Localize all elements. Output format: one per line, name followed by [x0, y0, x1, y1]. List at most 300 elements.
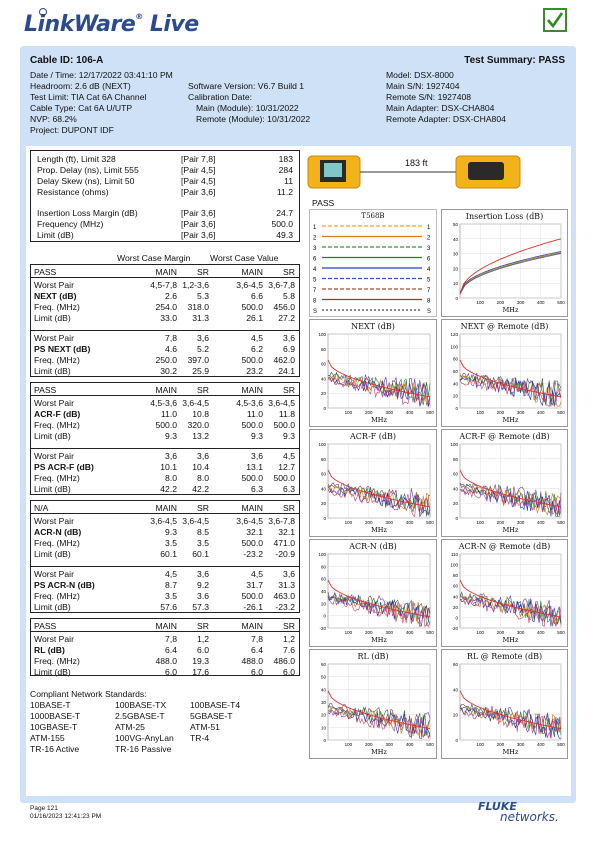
- table-status: PASS: [34, 385, 57, 395]
- table-cell: 7,8: [165, 333, 177, 343]
- table-cell: 9.2: [197, 580, 209, 590]
- table-cell: 4.6: [165, 344, 177, 354]
- y-tick-label: 20: [320, 391, 326, 397]
- y-tick-label: 0: [455, 516, 458, 521]
- row-label: Worst Pair: [34, 333, 74, 343]
- column-header: SR: [283, 267, 295, 277]
- table-status: PASS: [34, 621, 57, 631]
- table-cell: 488.0: [155, 656, 177, 666]
- pin-label-right: 1: [427, 225, 431, 231]
- chart-svg: [310, 320, 436, 426]
- summary-box: [30, 150, 300, 242]
- y-tick-label: 0: [323, 613, 326, 619]
- chart-title: ACR-N (dB): [349, 542, 397, 551]
- x-tick-label: 100: [344, 630, 353, 635]
- main-device-display: [324, 163, 342, 177]
- table-cell: 60.1: [160, 549, 177, 559]
- table-cell: 500.0: [241, 302, 263, 312]
- cable-length: 183 ft: [402, 158, 431, 168]
- table-cell: 6.4: [251, 645, 263, 655]
- table-cell: 3,6-7,8: [268, 280, 295, 290]
- block-divider: [31, 566, 299, 567]
- summary-pair: [Pair 3,6]: [181, 230, 216, 240]
- chart-title: Insertion Loss (dB): [465, 212, 544, 221]
- standard-item: 2.5GBASE-T: [115, 711, 165, 721]
- table-cell: 11.8: [278, 409, 295, 419]
- y-tick-label: 110: [450, 552, 458, 557]
- x-tick-label: 400: [537, 410, 545, 415]
- y-tick-label: 0: [455, 406, 458, 411]
- table-divider: [31, 631, 299, 632]
- table-cell: 13.1: [246, 462, 263, 472]
- standards-title: Compliant Network Standards:: [30, 689, 147, 699]
- table-cell: 32.1: [278, 527, 295, 537]
- row-label: PS ACR-F (dB): [34, 462, 94, 472]
- pin-label-right: 7: [427, 288, 431, 294]
- table-cell: 3,6-4,5: [236, 516, 263, 526]
- table-cell: 3,6-4,5: [150, 516, 177, 526]
- table-cell: 254.0: [155, 302, 177, 312]
- summary-value: 11.2: [276, 187, 293, 197]
- chart-svg: [310, 430, 436, 536]
- table-cell: 3.5: [197, 538, 209, 548]
- pin-label-left: 3: [313, 246, 317, 252]
- row-label: Freq. (MHz): [34, 591, 80, 601]
- y-tick-label: 40: [452, 381, 458, 387]
- table-cell: 10.8: [192, 409, 209, 419]
- remote-adapter: Remote Adapter: DSX-CHA804: [386, 114, 506, 124]
- y-tick-label: 40: [452, 594, 458, 600]
- row-label: Worst Pair: [34, 569, 74, 579]
- x-tick-label: 100: [344, 742, 353, 747]
- table-cell: 12.7: [278, 462, 295, 472]
- y-tick-label: 0: [323, 516, 326, 521]
- y-tick-label: 40: [452, 236, 458, 242]
- remote-device-face: [468, 162, 504, 180]
- table-cell: 3,6: [165, 451, 177, 461]
- x-tick-label: 500: [557, 300, 565, 305]
- standard-item: 100BASE-T4: [190, 700, 241, 710]
- y-tick-label: 0: [323, 738, 326, 743]
- table-status: PASS: [34, 267, 57, 277]
- table-cell: 5.8: [283, 291, 295, 301]
- nvp: NVP: 68.2%: [30, 114, 77, 124]
- table-divider: [31, 395, 299, 396]
- row-label: Freq. (MHz): [34, 473, 80, 483]
- table-cell: 27.2: [278, 313, 295, 323]
- standard-item: TR-4: [190, 733, 210, 743]
- chart-title: RL @ Remote (dB): [466, 652, 543, 661]
- measurement-chart: [441, 649, 568, 759]
- y-tick-label: 60: [452, 471, 458, 477]
- standard-item: TR-16 Passive: [115, 744, 172, 754]
- x-axis-label: MHz: [502, 306, 519, 314]
- y-tick-label: 60: [452, 369, 458, 374]
- pass-check-icon: [543, 8, 567, 32]
- table-cell: 6.0: [197, 645, 209, 655]
- table-cell: 9.3: [283, 431, 295, 441]
- x-tick-label: 300: [516, 520, 525, 525]
- table-cell: 4,5: [283, 451, 295, 461]
- table-cell: 25.9: [192, 366, 209, 376]
- table-cell: 60.1: [192, 549, 209, 559]
- table-cell: 318.0: [187, 302, 209, 312]
- table-cell: 42.2: [160, 484, 177, 494]
- column-header: MAIN: [155, 621, 177, 631]
- table-cell: 4,5: [251, 569, 263, 579]
- column-header: MAIN: [241, 503, 263, 513]
- y-tick-label: 20: [320, 501, 326, 507]
- y-tick-label: 60: [320, 471, 326, 477]
- y-tick-label: 50: [452, 222, 458, 227]
- table-cell: 6.3: [283, 484, 295, 494]
- software-version: Software Version: V6.7 Build 1: [188, 81, 305, 91]
- table-cell: 11.0: [160, 409, 177, 419]
- table-cell: 2.6: [165, 291, 177, 301]
- table-cell: 6.9: [283, 344, 295, 354]
- table-cell: 6.3: [251, 484, 263, 494]
- x-tick-label: 300: [385, 410, 393, 415]
- table-cell: 13.2: [192, 431, 209, 441]
- table-cell: 33.0: [160, 313, 177, 323]
- table-cell: 57.6: [160, 602, 177, 612]
- table-cell: 488.0: [241, 656, 263, 666]
- pin-label-left: S: [313, 309, 318, 315]
- table-cell: 6.0: [283, 667, 295, 677]
- table-cell: 500.0: [241, 355, 263, 365]
- x-axis-label: MHz: [502, 416, 519, 424]
- y-tick-label: 20: [320, 601, 326, 607]
- pin-label-right: 4: [427, 267, 431, 273]
- y-tick-label: 80: [452, 456, 458, 462]
- table-cell: 500.0: [241, 591, 263, 601]
- summary-pair: [Pair 4,5]: [181, 176, 216, 186]
- row-label: NEXT (dB): [34, 291, 77, 301]
- table-cell: 3,6: [197, 333, 209, 343]
- wifi-dot-icon: [39, 8, 47, 16]
- table-cell: 31.3: [278, 580, 295, 590]
- y-tick-label: 60: [452, 662, 458, 667]
- x-axis-label: MHz: [502, 748, 519, 756]
- chart-title: NEXT (dB): [351, 322, 395, 331]
- chart-svg: [310, 650, 436, 758]
- y-tick-label: 0: [455, 615, 458, 621]
- table-cell: 1,2: [197, 634, 209, 644]
- y-tick-label: 20: [452, 393, 458, 399]
- cable-type: Cable Type: Cat 6A U/UTP: [30, 103, 133, 113]
- x-tick-label: 200: [365, 630, 373, 635]
- date-time: Date / Time: 12/17/2022 03:41:10 PM: [30, 70, 173, 80]
- measurement-chart: [309, 649, 437, 759]
- row-label: Limit (dB): [34, 313, 71, 323]
- test-limit: Test Limit: TIA Cat 6A Channel: [30, 92, 147, 102]
- table-cell: 456.0: [273, 302, 295, 312]
- y-tick-label: 80: [452, 356, 458, 362]
- row-label: RL (dB): [34, 645, 65, 655]
- table-cell: 4,5: [165, 569, 177, 579]
- chart-title: ACR-N @ Remote (dB): [458, 542, 551, 551]
- x-axis-label: MHz: [502, 526, 519, 534]
- summary-label: Delay Skew (ns), Limit 50: [37, 176, 135, 186]
- table-cell: 3,6: [283, 569, 295, 579]
- table-cell: 9.3: [165, 527, 177, 537]
- table-cell: 9.3: [251, 431, 263, 441]
- y-tick-label: 40: [320, 687, 326, 693]
- x-tick-label: 400: [537, 742, 545, 747]
- row-label: Worst Pair: [34, 634, 74, 644]
- y-tick-label: 40: [320, 486, 326, 492]
- standard-item: 10GBASE-T: [30, 722, 78, 732]
- pin-label-right: S: [427, 309, 432, 315]
- chart-svg: [442, 430, 567, 536]
- table-cell: 23.2: [246, 366, 263, 376]
- x-tick-label: 100: [476, 410, 484, 415]
- y-tick-label: 120: [450, 332, 458, 337]
- row-label: Limit (dB): [34, 431, 71, 441]
- pin-label-right: 5: [427, 277, 431, 284]
- pin-label-right: 8: [427, 298, 431, 305]
- x-tick-label: 200: [365, 410, 373, 415]
- table-cell: 30.2: [160, 366, 177, 376]
- x-tick-label: 300: [385, 520, 393, 525]
- x-axis-label: MHz: [502, 636, 519, 644]
- x-tick-label: 100: [476, 630, 484, 635]
- standard-item: ATM-51: [190, 722, 220, 732]
- y-tick-label: 60: [320, 361, 326, 367]
- pin-label-right: 6: [427, 256, 431, 263]
- table-cell: 31.7: [246, 580, 263, 590]
- y-tick-label: 10: [452, 281, 458, 287]
- y-tick-label: 30: [320, 700, 326, 705]
- print-date: 01/16/2023 12:41:23 PM: [30, 813, 102, 820]
- x-tick-label: 300: [516, 742, 525, 747]
- table-cell: 32.1: [246, 527, 263, 537]
- table-divider: [31, 277, 299, 278]
- table-cell: -23.2: [275, 602, 295, 612]
- linkware-logo: LinkWare® Live: [24, 12, 199, 37]
- measurement-chart: [441, 209, 568, 317]
- table-cell: 31.3: [192, 313, 209, 323]
- column-header: SR: [197, 267, 209, 277]
- x-tick-label: 300: [516, 410, 525, 415]
- table-cell: 3.5: [165, 591, 177, 601]
- table-cell: 397.0: [187, 355, 209, 365]
- standard-item: 10BASE-T: [30, 700, 71, 710]
- table-cell: 7.6: [283, 645, 295, 655]
- summary-label: Resistance (ohms): [37, 187, 109, 197]
- column-header: SR: [197, 621, 209, 631]
- measurement-chart: [441, 539, 568, 647]
- main-module: Main (Module): 10/31/2022: [196, 103, 299, 113]
- trace-line: [460, 254, 561, 295]
- table-divider: [31, 513, 299, 514]
- device-diagram: [306, 152, 568, 192]
- x-tick-label: 300: [516, 300, 525, 305]
- pin-label-left: 8: [313, 298, 317, 305]
- y-tick-label: 40: [320, 376, 326, 382]
- main-sn: Main S/N: 1927404: [386, 81, 460, 91]
- summary-pair: [Pair 3,6]: [181, 219, 216, 229]
- y-tick-label: 60: [320, 662, 326, 667]
- row-label: ACR-F (dB): [34, 409, 81, 419]
- table-cell: 8.7: [165, 580, 177, 590]
- table-cell: 4,5: [251, 333, 263, 343]
- y-tick-label: 60: [452, 583, 458, 589]
- cable-id: Cable ID: 106-A: [30, 55, 104, 66]
- table-cell: 462.0: [273, 355, 295, 365]
- pin-label-left: 4: [313, 267, 317, 273]
- row-label: Worst Pair: [34, 398, 74, 408]
- x-tick-label: 400: [405, 520, 414, 525]
- table-cell: 3,6: [251, 451, 263, 461]
- x-tick-label: 200: [496, 300, 505, 305]
- table-cell: 6.0: [251, 667, 263, 677]
- table-cell: 6.2: [251, 344, 263, 354]
- project: Project: DUPONT IDF: [30, 125, 114, 135]
- networks-logo: networks.: [500, 810, 559, 824]
- x-tick-label: 500: [557, 520, 565, 525]
- table-cell: 500.0: [241, 538, 263, 548]
- table-cell: 57.3: [192, 602, 209, 612]
- standard-item: 5GBASE-T: [190, 711, 233, 721]
- x-tick-label: 500: [426, 410, 434, 415]
- y-tick-label: -20: [319, 626, 326, 631]
- column-header: SR: [283, 385, 295, 395]
- row-label: Limit (dB): [34, 484, 71, 494]
- x-tick-label: 200: [496, 520, 505, 525]
- row-label: Worst Pair: [34, 516, 74, 526]
- table-cell: -23.2: [243, 549, 263, 559]
- x-tick-label: 200: [496, 742, 505, 747]
- column-header: SR: [283, 621, 295, 631]
- wiremap-panel: [309, 209, 437, 317]
- summary-pair: [Pair 3,6]: [181, 187, 216, 197]
- measurement-chart: [309, 319, 437, 427]
- table-cell: 3,6-4,5: [182, 398, 209, 408]
- table-cell: 320.0: [187, 420, 209, 430]
- chart-svg: [310, 540, 436, 646]
- table-cell: 8.5: [197, 527, 209, 537]
- trace-line: [328, 703, 430, 733]
- summary-label: Insertion Loss Margin (dB): [37, 208, 138, 218]
- table-cell: 8.0: [165, 473, 177, 483]
- pin-label-left: 1: [313, 225, 317, 231]
- row-label: Limit (dB): [34, 549, 71, 559]
- test-summary: Test Summary: PASS: [464, 55, 565, 66]
- y-tick-label: 0: [323, 406, 326, 411]
- x-tick-label: 200: [365, 742, 373, 747]
- summary-value: 24.7: [276, 208, 293, 218]
- row-label: Limit (dB): [34, 602, 71, 612]
- table-cell: 4,5-7,8: [150, 280, 177, 290]
- y-tick-label: 0: [455, 296, 458, 301]
- y-tick-label: 100: [450, 562, 458, 568]
- chart-svg: [442, 210, 567, 316]
- table-cell: 500.0: [155, 420, 177, 430]
- row-label: Freq. (MHz): [34, 656, 80, 666]
- x-tick-label: 300: [385, 630, 393, 635]
- table-cell: 3,6: [197, 569, 209, 579]
- wiremap-svg: [310, 210, 436, 316]
- row-label: Freq. (MHz): [34, 420, 80, 430]
- x-tick-label: 100: [344, 410, 353, 415]
- trace-line: [460, 598, 561, 627]
- y-tick-label: 40: [320, 589, 326, 594]
- y-tick-label: 20: [452, 712, 458, 718]
- column-header: SR: [283, 503, 295, 513]
- chart-title: NEXT @ Remote (dB): [460, 322, 549, 331]
- table-status: N/A: [34, 503, 49, 513]
- pin-label-left: 5: [313, 277, 317, 284]
- devices-svg: [306, 152, 568, 192]
- x-tick-label: 300: [516, 630, 525, 635]
- x-tick-label: 400: [537, 630, 545, 635]
- table-cell: -20.9: [275, 549, 295, 559]
- summary-value: 11: [284, 176, 293, 186]
- table-cell: 9.3: [165, 431, 177, 441]
- table-cell: 7,8: [165, 634, 177, 644]
- table-cell: 26.1: [246, 313, 263, 323]
- block-divider: [31, 448, 299, 449]
- pin-label-left: 7: [313, 288, 317, 294]
- remote-sn: Remote S/N: 1927408: [386, 92, 472, 102]
- standard-item: ATM-25: [115, 722, 145, 732]
- summary-label: Limit (dB): [37, 230, 74, 240]
- table-cell: 500.0: [241, 420, 263, 430]
- table-cell: 19.3: [192, 656, 209, 666]
- column-header: MAIN: [241, 385, 263, 395]
- table-cell: 42.2: [192, 484, 209, 494]
- y-tick-label: 20: [452, 266, 458, 272]
- chart-title: ACR-F @ Remote (dB): [459, 432, 550, 441]
- page-number: Page 121: [30, 805, 58, 812]
- row-label: Worst Pair: [34, 451, 74, 461]
- row-label: ACR-N (dB): [34, 527, 82, 537]
- summary-pair: [Pair 7,8]: [181, 154, 216, 164]
- table-cell: -26.1: [243, 602, 263, 612]
- column-header: MAIN: [155, 503, 177, 513]
- table-cell: 17.6: [192, 667, 209, 677]
- value-header: Worst Case Value: [210, 253, 279, 263]
- y-tick-label: 80: [320, 346, 326, 352]
- plot-area: [460, 224, 561, 298]
- main-adapter: Main Adapter: DSX-CHA804: [386, 103, 495, 113]
- table-cell: 3,6-4,5: [182, 516, 209, 526]
- chart-title: RL (dB): [357, 652, 389, 661]
- y-tick-label: 80: [320, 564, 326, 570]
- x-tick-label: 500: [557, 742, 565, 747]
- chart-svg: [442, 650, 567, 758]
- table-cell: 3,6: [197, 451, 209, 461]
- block-divider: [31, 330, 299, 331]
- y-tick-label: 50: [320, 674, 326, 680]
- row-label: Limit (dB): [34, 667, 71, 677]
- pin-label-left: 6: [313, 256, 317, 263]
- standard-item: ATM-155: [30, 733, 65, 743]
- y-tick-label: 20: [320, 712, 326, 718]
- fluke-logo: FLUKE: [478, 800, 517, 813]
- table-cell: 8.0: [197, 473, 209, 483]
- result-table: [30, 264, 300, 377]
- table-cell: 24.1: [278, 366, 295, 376]
- row-label: Freq. (MHz): [34, 538, 80, 548]
- x-tick-label: 400: [537, 300, 545, 305]
- table-cell: 3.5: [165, 538, 177, 548]
- chart-title: ACR-F (dB): [350, 432, 396, 441]
- headroom: Headroom: 2.6 dB (NEXT): [30, 81, 131, 91]
- y-tick-label: -20: [451, 626, 458, 631]
- table-cell: 5.3: [197, 291, 209, 301]
